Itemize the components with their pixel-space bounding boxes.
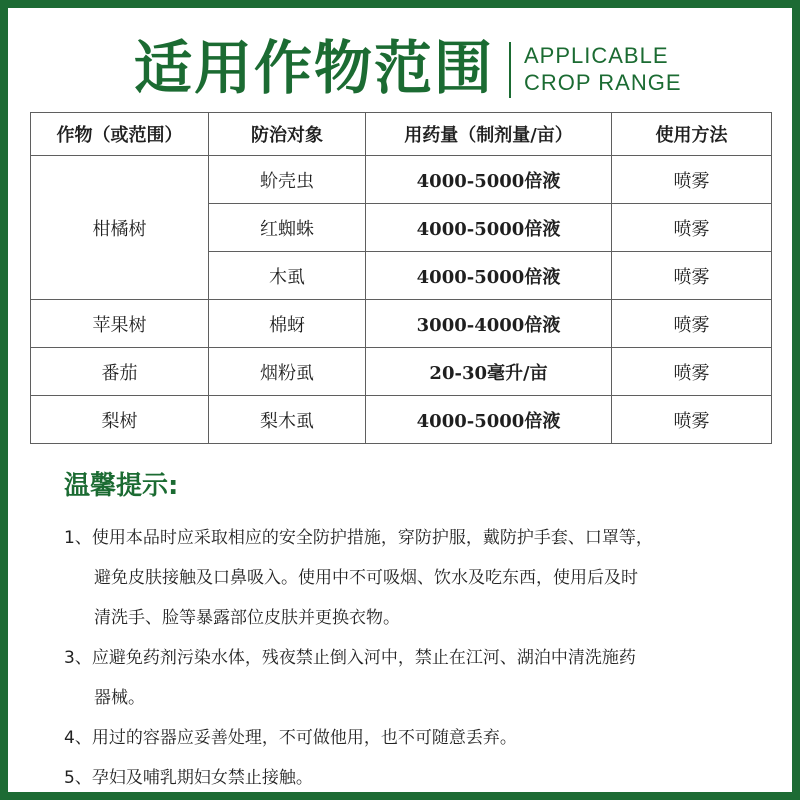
tip-line: 3、应避免药剂污染水体，残夜禁止倒入河中，禁止在江河、湖泊中清洗施药 <box>64 648 636 668</box>
title-en-line1: APPLICABLE <box>524 43 669 68</box>
table-row <box>31 300 772 348</box>
tips-section <box>64 466 780 798</box>
method-cell: 喷雾 <box>612 348 772 396</box>
crop-cell: 番茄 <box>31 348 209 396</box>
crop-cell: 柑橘树 <box>31 156 209 300</box>
method-cell: 喷雾 <box>612 396 772 444</box>
pest-cell: 木虱 <box>209 252 366 300</box>
tip-line: 4、用过的容器应妥善处理，不可做他用，也不可随意丢弃。 <box>64 728 517 748</box>
title-en-line2: CROP RANGE <box>524 70 682 95</box>
pest-cell: 红蜘蛛 <box>209 204 366 252</box>
tip-line: 器械。 <box>94 688 145 708</box>
pest-cell: 蚧壳虫 <box>209 156 366 204</box>
crop-cell: 苹果树 <box>31 300 209 348</box>
method-cell: 喷雾 <box>612 204 772 252</box>
page-title-english <box>524 42 682 96</box>
tip-line: 1、使用本品时应采取相应的安全防护措施，穿防护服，戴防护手套、口罩等， <box>64 528 653 548</box>
dose-cell: 4000-5000倍液 <box>366 396 612 444</box>
header-method: 使用方法 <box>612 113 772 156</box>
title-divider <box>509 42 511 98</box>
tip-line: 5、孕妇及哺乳期妇女禁止接触。 <box>64 768 313 788</box>
header-dose: 用药量（制剂量/亩） <box>366 113 612 156</box>
crop-cell: 梨树 <box>31 396 209 444</box>
tips-title: 温馨提示: <box>64 471 179 501</box>
header-pest: 防治对象 <box>209 113 366 156</box>
table-row <box>31 156 772 204</box>
pest-cell: 梨木虱 <box>209 396 366 444</box>
table-row <box>31 396 772 444</box>
tip-line: 避免皮肤接触及口鼻吸入。使用中不可吸烟、饮水及吃东西，使用后及时 <box>94 568 638 588</box>
header <box>0 18 800 118</box>
table-row <box>31 348 772 396</box>
page-title: 适用作物范围 <box>134 34 495 102</box>
crop-table <box>30 112 772 444</box>
method-cell: 喷雾 <box>612 300 772 348</box>
method-cell: 喷雾 <box>612 252 772 300</box>
pest-cell: 烟粉虱 <box>209 348 366 396</box>
dose-cell: 3000-4000倍液 <box>366 300 612 348</box>
dose-cell: 4000-5000倍液 <box>366 204 612 252</box>
dose-cell: 4000-5000倍液 <box>366 252 612 300</box>
pest-cell: 棉蚜 <box>209 300 366 348</box>
method-cell: 喷雾 <box>612 156 772 204</box>
header-crop: 作物（或范围） <box>31 113 209 156</box>
table-header-row <box>31 113 772 156</box>
tip-line: 清洗手、脸等暴露部位皮肤并更换衣物。 <box>94 608 400 628</box>
dose-cell: 4000-5000倍液 <box>366 156 612 204</box>
dose-cell: 20-30毫升/亩 <box>366 348 612 396</box>
